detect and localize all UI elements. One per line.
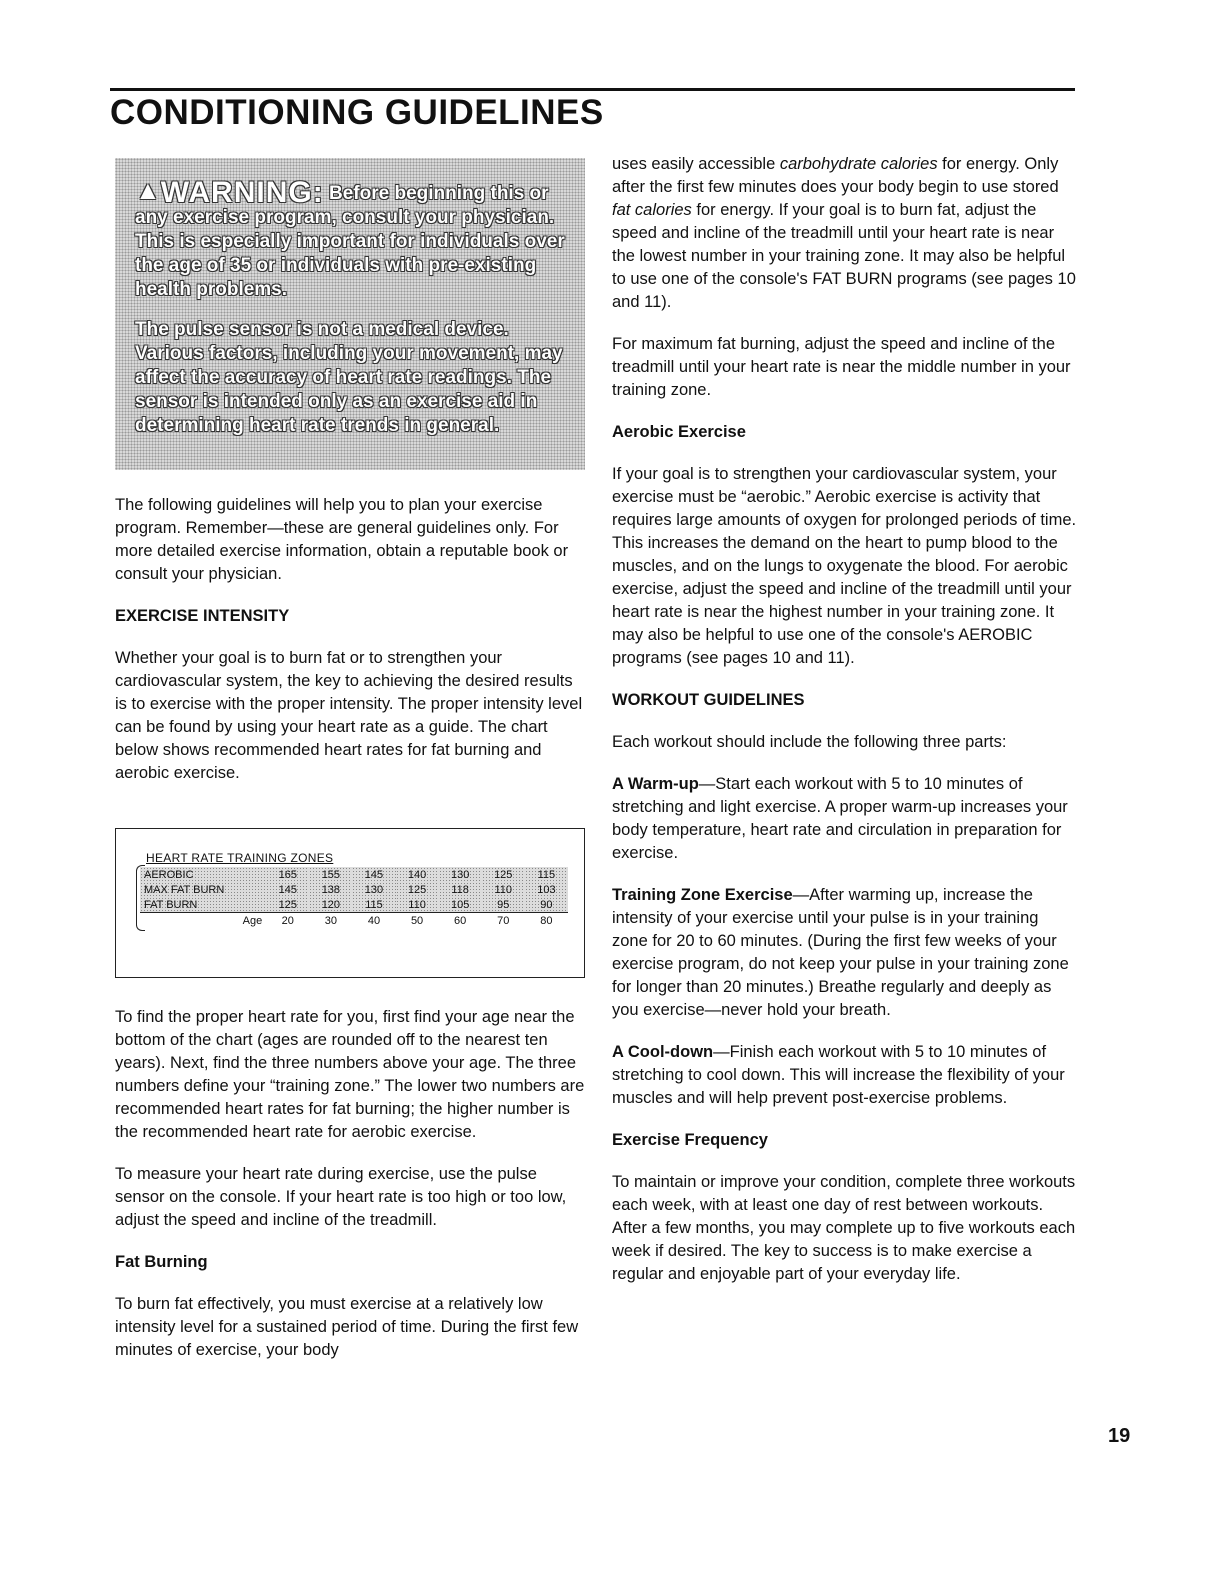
- heading-exercise-frequency: Exercise Frequency: [612, 1131, 768, 1149]
- chart-cell: 125: [482, 867, 525, 882]
- training-zone-text: —After warming up, increase the intensity of your exercise until your pulse is in your training zone for 20 to 60 minutes. (During the first few weeks of your exercise program, do not keep your pulse in your training zone for longer than 20 minutes.) Breathe regularly and deeply as you exercise—never hold your breath.: [612, 886, 1069, 1019]
- chart-cell: 110: [482, 882, 525, 897]
- chart-age-cell: 20: [266, 913, 309, 929]
- chart-cell: 138: [309, 882, 352, 897]
- chart-age-cell: 40: [352, 913, 395, 929]
- chart-row-label: FAT BURN: [140, 897, 266, 913]
- chart-cell: 130: [439, 867, 482, 882]
- chart-cell: 140: [396, 867, 439, 882]
- intro-paragraph: The following guidelines will help you to plan your exercise program. Remember—these are general guidelines only. For more detailed exercise information, obtain a reputable book or consult your physician.: [115, 496, 569, 583]
- warning-paragraph-2: The pulse sensor is not a medical device. Various factors, including your movement, may affect the accuracy of heart rate readings. The sensor is intended only as an exercise aid in determining heart rate trends in general.: [135, 319, 563, 436]
- aerobic-paragraph: If your goal is to strengthen your cardiovascular system, your exercise must be “aerobic.” Aerobic exercise is activity that requires large amounts of oxygen for prolonged periods of time. This increases the demand on the heart to pump blood to the muscles, and on the lungs to oxygenate the blood. For aerobic exercise, adjust the speed and incline of the treadmill until your heart rate is near the highest number in your training zone. It may also be helpful to use one of the console's AEROBIC programs (see pages 10 and 11).: [612, 465, 1077, 667]
- chart-cell: 145: [266, 882, 309, 897]
- text-emphasis: carbohydrate calories: [779, 155, 938, 173]
- right-column: [612, 153, 1077, 1305]
- warning-text: [135, 175, 565, 454]
- maximum-fat-burning-paragraph: For maximum fat burning, adjust the speed and incline of the treadmill until your heart rate is near the middle number in your training zone.: [612, 335, 1071, 399]
- warning-triangle-icon: ▲: [135, 175, 161, 205]
- chart-cell: 118: [439, 882, 482, 897]
- chart-cell: 95: [482, 897, 525, 913]
- chart-row: [140, 897, 568, 913]
- warmup-label: A Warm-up: [612, 775, 699, 793]
- heading-exercise-intensity: EXERCISE INTENSITY: [115, 607, 290, 625]
- warning-heading: WARNING:: [160, 176, 324, 209]
- chart-age-cell: 70: [482, 913, 525, 929]
- warmup-paragraph: [612, 773, 1077, 865]
- chart-cell: 165: [266, 867, 309, 882]
- chart-cell: 105: [439, 897, 482, 913]
- training-zone-paragraph: [612, 884, 1077, 1022]
- intensity-paragraph: Whether your goal is to burn fat or to strengthen your cardiovascular system, the key to achieving the desired results is to exercise with the proper intensity. The proper intensity level can be found by using your heart rate as a guide. The chart below shows recommended heart rates for fat burning and aerobic exercise.: [115, 649, 583, 782]
- left-column-lower: [115, 1006, 585, 1381]
- chart-row: [140, 882, 568, 897]
- chart-age-row: [140, 913, 568, 929]
- chart-table: [140, 867, 568, 928]
- chart-cell: 155: [309, 867, 352, 882]
- chart-age-label: Age: [140, 913, 266, 929]
- fat-burning-paragraph: To burn fat effectively, you must exercise at a relatively low intensity level for a sustained period of time. During the first few minutes of exercise, your body: [115, 1295, 579, 1359]
- heading-aerobic-exercise: Aerobic Exercise: [612, 423, 746, 441]
- chart-cell: 110: [396, 897, 439, 913]
- fat-burning-continued: [612, 153, 1077, 314]
- text-run: for energy. If your goal is to burn fat, adjust the speed and incline of the treadmill until your heart rate is near the lowest number in your training zone. It may also be helpful to use one of the console's FAT BURN programs (see pages 10 and 11).: [612, 201, 1076, 311]
- chart-cell: 145: [352, 867, 395, 882]
- chart-cell: 90: [525, 897, 568, 913]
- chart-age-cell: 80: [525, 913, 568, 929]
- heart-rate-chart: [115, 828, 585, 978]
- chart-age-cell: 50: [396, 913, 439, 929]
- find-heart-rate-paragraph: To find the proper heart rate for you, first find your age near the bottom of the chart (ages are rounded off to the nearest ten years). Next, find the three numbers above your age. The three numbers define your “training zone.” The lower two numbers are recommended heart rates for fat burning; the higher number is the recommended heart rate for aerobic exercise.: [115, 1008, 585, 1141]
- text-emphasis: fat calories: [612, 201, 692, 219]
- chart-row-label: MAX FAT BURN: [140, 882, 266, 897]
- left-column: [115, 494, 585, 804]
- text-run: for energy. Only after the first few minutes does your body begin to use stored: [612, 155, 1059, 196]
- page-title: CONDITIONING GUIDELINES: [110, 93, 604, 132]
- cooldown-paragraph: [612, 1041, 1077, 1110]
- chart-title: HEART RATE TRAINING ZONES: [146, 851, 334, 865]
- heading-fat-burning: Fat Burning: [115, 1253, 208, 1271]
- warning-lead: Before beginning this or any exercise program, consult your physician. This is especially important for individuals over the age of 35 or individuals with pre-existing health problems.: [135, 183, 565, 300]
- chart-cell: 115: [525, 867, 568, 882]
- chart-age-cell: 60: [439, 913, 482, 929]
- heading-workout-guidelines: WORKOUT GUIDELINES: [612, 691, 805, 709]
- training-zone-label: Training Zone Exercise: [612, 886, 793, 904]
- warning-paragraph-1: [135, 175, 565, 302]
- chart-row-label: AEROBIC: [140, 867, 266, 882]
- title-rule: [110, 88, 1075, 91]
- warning-box: [115, 158, 585, 470]
- chart-cell: 115: [352, 897, 395, 913]
- chart-age-cell: 30: [309, 913, 352, 929]
- chart-cell: 125: [266, 897, 309, 913]
- text-run: uses easily accessible: [612, 155, 780, 173]
- chart-cell: 103: [525, 882, 568, 897]
- chart-cell: 130: [352, 882, 395, 897]
- chart-cell: 125: [396, 882, 439, 897]
- cooldown-text: —Finish each workout with 5 to 10 minutes of stretching to cool down. This will increase the flexibility of your muscles and will help prevent post-exercise problems.: [612, 1043, 1065, 1107]
- page-number: 19: [1108, 1425, 1131, 1447]
- cooldown-label: A Cool-down: [612, 1043, 714, 1061]
- warmup-text: —Start each workout with 5 to 10 minutes of stretching and light exercise. A proper warm-up increases your body temperature, heart rate and circulation in preparation for exercise.: [612, 775, 1068, 862]
- frequency-paragraph: To maintain or improve your condition, complete three workouts each week, with at least one day of rest between workouts. After a few months, you may complete up to five workouts each week if desired. The key to success is to make exercise a regular and enjoyable part of your everyday life.: [612, 1173, 1076, 1283]
- workout-paragraph: Each workout should include the following three parts:: [612, 733, 1007, 751]
- chart-row: [140, 867, 568, 882]
- chart-cell: 120: [309, 897, 352, 913]
- measure-paragraph: To measure your heart rate during exercise, use the pulse sensor on the console. If your heart rate is too high or too low, adjust the speed and incline of the treadmill.: [115, 1165, 567, 1229]
